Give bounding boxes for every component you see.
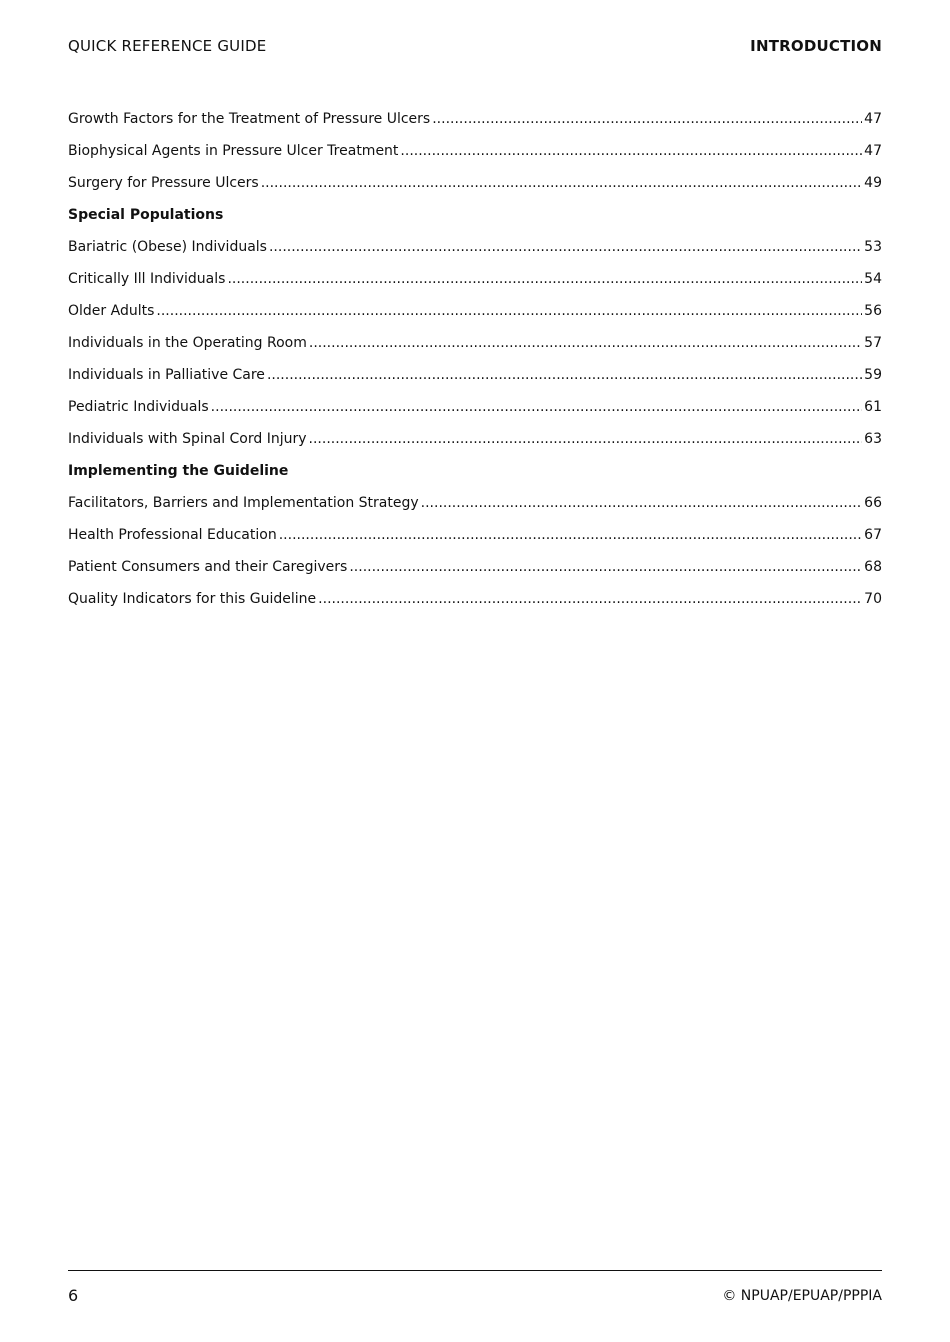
toc-leader-dots (227, 269, 862, 289)
toc-leader-dots (261, 173, 862, 193)
toc-entry-title: Patient Consumers and their Caregivers (68, 559, 348, 575)
page-number: 6 (68, 1286, 79, 1305)
toc-entry-page: 56 (864, 303, 882, 319)
toc-entry-title: Individuals in Palliative Care (68, 367, 265, 383)
footer-divider (68, 1270, 882, 1271)
toc-entry[interactable] (68, 109, 882, 141)
toc-entry-title: Health Professional Education (68, 527, 277, 543)
toc-entry-page: 61 (864, 399, 882, 415)
toc-entry-page: 57 (864, 335, 882, 351)
toc-leader-dots (432, 109, 862, 129)
toc-entry-page: 47 (864, 111, 882, 127)
toc-entry-page: 53 (864, 239, 882, 255)
toc-entry-page: 49 (864, 175, 882, 191)
toc-entry-title: Individuals with Spinal Cord Injury (68, 431, 307, 447)
toc-entry[interactable] (68, 269, 882, 301)
copyright-notice: © NPUAP/EPUAP/PPPIA (722, 1288, 882, 1304)
toc-entry[interactable] (68, 557, 882, 589)
toc-entry[interactable] (68, 333, 882, 365)
toc-entry[interactable] (68, 589, 882, 621)
toc-entry-title: Growth Factors for the Treatment of Pressure Ulcers (68, 111, 431, 127)
page-header (68, 37, 882, 57)
toc-entry-title: Bariatric (Obese) Individuals (68, 239, 267, 255)
toc-entry-page: 47 (864, 143, 882, 159)
toc-section-heading: Implementing the Guideline (68, 463, 289, 479)
toc-entry-title: Facilitators, Barriers and Implementation Strategy (68, 495, 419, 511)
toc-leader-dots (349, 557, 862, 577)
document-title: QUICK REFERENCE GUIDE (68, 37, 267, 55)
toc-entry-page: 63 (864, 431, 882, 447)
toc-entry[interactable] (68, 301, 882, 333)
toc-leader-dots (267, 365, 862, 385)
toc-entry[interactable] (68, 365, 882, 397)
toc-entry-page: 68 (864, 559, 882, 575)
toc-entry[interactable] (68, 141, 882, 173)
toc-leader-dots (421, 493, 863, 513)
toc-entry[interactable] (68, 525, 882, 557)
toc-leader-dots (211, 397, 863, 417)
toc-entry-title: Critically Ill Individuals (68, 271, 226, 287)
toc-entry-title: Surgery for Pressure Ulcers (68, 175, 259, 191)
toc-entry[interactable] (68, 429, 882, 461)
toc-leader-dots (400, 141, 862, 161)
toc-entry-title: Older Adults (68, 303, 155, 319)
toc-leader-dots (309, 333, 862, 353)
toc-entry[interactable] (68, 397, 882, 429)
table-of-contents (68, 109, 882, 621)
toc-leader-dots (279, 525, 862, 545)
toc-entry-page: 59 (864, 367, 882, 383)
toc-entry-page: 54 (864, 271, 882, 287)
toc-entry-title: Quality Indicators for this Guideline (68, 591, 317, 607)
toc-entry[interactable] (68, 493, 882, 525)
toc-section-heading: Special Populations (68, 207, 224, 223)
toc-leader-dots (318, 589, 862, 609)
toc-leader-dots (156, 301, 862, 321)
section-title: INTRODUCTION (750, 37, 882, 55)
toc-entry-page: 70 (864, 591, 882, 607)
toc-entry-title: Biophysical Agents in Pressure Ulcer Treatment (68, 143, 399, 159)
toc-entry-title: Individuals in the Operating Room (68, 335, 307, 351)
toc-leader-dots (309, 429, 863, 449)
toc-entry[interactable] (68, 173, 882, 205)
toc-entry[interactable] (68, 237, 882, 269)
toc-entry-page: 67 (864, 527, 882, 543)
toc-entry-page: 66 (864, 495, 882, 511)
toc-leader-dots (269, 237, 862, 257)
toc-entry-title: Pediatric Individuals (68, 399, 209, 415)
